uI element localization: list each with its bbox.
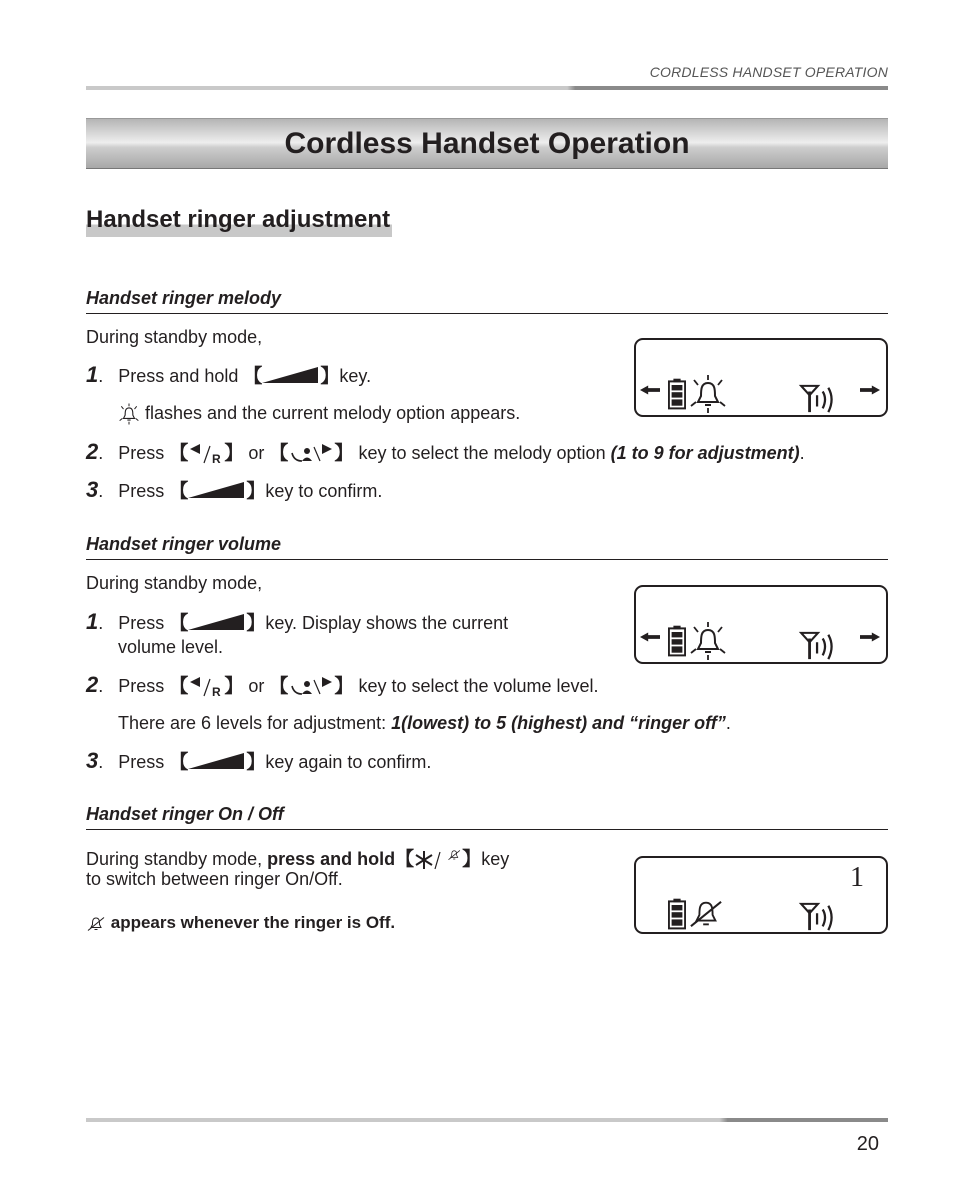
body-text: key — [481, 849, 510, 869]
arrow-right-icon — [860, 385, 880, 395]
battery-icon — [668, 625, 686, 657]
emphasis-text: (1 to 9 for adjustment) — [610, 443, 800, 463]
lcd-digit: 1 — [850, 862, 864, 893]
step-text: or — [248, 443, 265, 463]
step-text: Press — [118, 481, 165, 501]
left-r-key-icon: 【 R 】 — [169, 443, 244, 465]
footer-rule — [86, 1118, 888, 1122]
step-number: 2 — [86, 672, 99, 697]
volume-intro: During standby mode, — [86, 573, 263, 593]
onoff-note — [86, 913, 395, 933]
bell-icon — [118, 403, 140, 425]
phonebook-right-key-icon: 【 】 — [269, 676, 354, 697]
onoff-line-2: to switch between ringer On/Off. — [86, 869, 343, 889]
volume-heading: Handset ringer volume — [86, 534, 888, 560]
step-number: 1 — [86, 362, 99, 387]
page-title: Cordless Handset Operation — [284, 126, 690, 160]
signal-icon — [798, 631, 838, 661]
note-text: flashes and the current melody option appears. — [145, 403, 521, 423]
title-bar — [86, 118, 888, 169]
step-text: . — [799, 443, 805, 463]
signal-icon — [798, 384, 838, 414]
onoff-heading: Handset ringer On / Off — [86, 804, 888, 830]
signal-icon — [798, 902, 838, 932]
body-text: During standby mode, — [86, 849, 263, 869]
top-rule — [86, 86, 888, 90]
bell-off-icon — [86, 915, 106, 933]
section-title: Handset ringer adjustment — [86, 206, 392, 237]
melody-step-3: 3. Press 【 】key to confirm. — [86, 477, 383, 502]
melody-step-2: 2. Press 【 R 】 or 【 】 key to select the melody option (1 to 9 for adjustment). — [86, 439, 805, 465]
volume-step-2: 2. Press 【 R 】 or 【 】 key to select the volume level. — [86, 672, 599, 698]
running-head: CORDLESS HANDSET OPERATION — [649, 64, 888, 80]
volume-step-1: 1. Press 【 】key. Display shows the current — [86, 609, 509, 634]
step-text: key to select the melody option — [358, 443, 606, 463]
ok-key-icon: 【 】 — [169, 752, 266, 773]
lcd-display-melody — [634, 338, 888, 417]
volume-step-1-line2: volume level. — [118, 637, 224, 657]
step-number: 3 — [86, 477, 99, 502]
svg-text:R: R — [212, 451, 221, 465]
step-text: key. Display shows the current — [265, 613, 509, 633]
melody-step-1: 1. Press and hold 【 】key. — [86, 362, 372, 387]
step-text: Press — [118, 443, 165, 463]
melody-step-1-note — [118, 403, 520, 425]
melody-heading: Handset ringer melody — [86, 288, 888, 314]
volume-step-2-note — [118, 713, 731, 734]
bell-off-icon — [686, 898, 726, 930]
svg-text:R: R — [212, 684, 221, 698]
step-text: or — [248, 676, 265, 696]
step-text: Press and hold — [118, 366, 239, 386]
arrow-right-icon — [860, 632, 880, 642]
note-text: appears whenever the ringer is Off. — [110, 913, 396, 932]
lcd-display-onoff — [634, 856, 888, 934]
step-text: key. — [339, 366, 372, 386]
ok-key-icon: 【 】 — [169, 481, 266, 502]
arrow-left-icon — [640, 385, 660, 395]
volume-step-3: 3. Press 【 】key again to confirm. — [86, 748, 432, 773]
step-text: key to select the volume level. — [358, 676, 599, 696]
step-text: key again to confirm. — [265, 752, 432, 772]
bold-text: press and hold — [267, 849, 396, 869]
step-text: Press — [118, 613, 165, 633]
phonebook-right-key-icon: 【 】 — [269, 443, 354, 464]
step-number: 3 — [86, 748, 99, 773]
step-text: Press — [118, 676, 165, 696]
ok-key-icon: 【 】 — [169, 613, 266, 634]
melody-intro: During standby mode, — [86, 327, 263, 347]
left-r-key-icon: 【 R 】 — [169, 676, 244, 698]
ok-key-icon: 【 】 — [243, 366, 340, 387]
battery-icon — [668, 898, 686, 930]
step-number: 1 — [86, 609, 99, 634]
battery-icon — [668, 378, 686, 410]
arrow-left-icon — [640, 632, 660, 642]
step-text: key to confirm. — [265, 481, 383, 501]
bell-icon — [688, 374, 728, 414]
step-number: 2 — [86, 439, 99, 464]
lcd-display-volume — [634, 585, 888, 664]
step-text: Press — [118, 752, 165, 772]
page-number: 20 — [856, 1133, 879, 1155]
note-text: . — [725, 713, 731, 733]
star-bell-off-key-icon: 【 】 — [395, 849, 482, 870]
onoff-line-1 — [86, 844, 509, 871]
note-text: There are 6 levels for adjustment: — [118, 713, 387, 733]
bell-icon — [688, 621, 728, 661]
emphasis-text: 1(lowest) to 5 (highest) and “ringer off” — [391, 713, 726, 733]
